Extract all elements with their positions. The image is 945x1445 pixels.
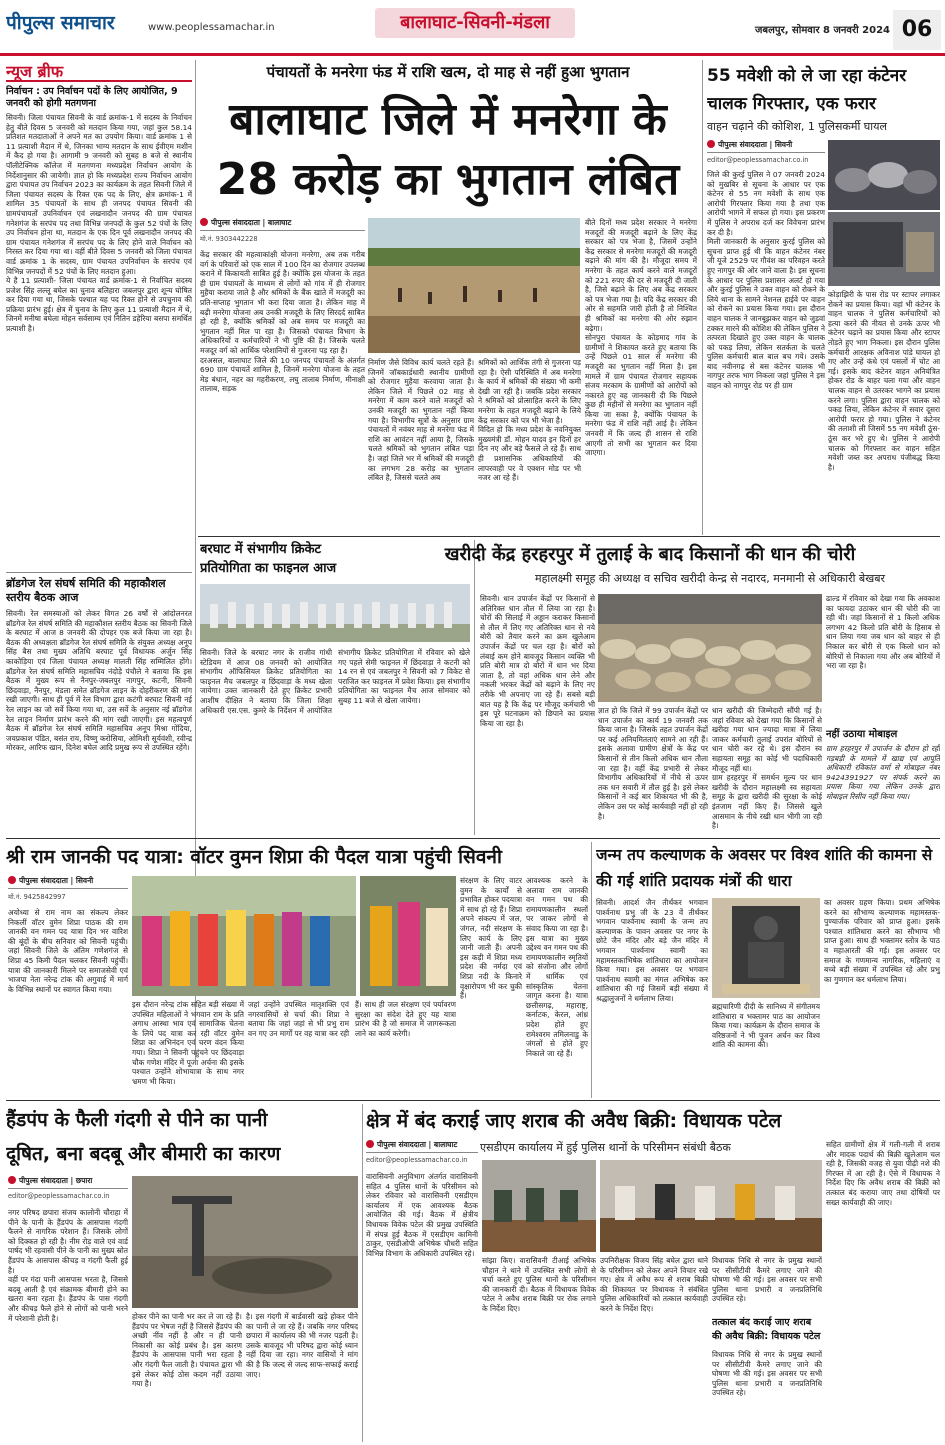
main-col-3: श्रमिकों को आर्थिक तंगी से गुजरना पड़ रहा है। ऐसी परिस्थिति में अब मनरेगा के कार्य में श्रमिकों की संख्या भी कमी देखी जा रही है। जबकि प्रदेश सरकार ने श्रमिकों को प्रोत्साहित करने के लिए मनरेगा के तहत मजदूरी बढ़ाने के लिये केंद्र सरकार को पत्र भी भेजा है। विदित हो कि मध्य प्रदेश के नवनियुक्त मुख्यमंत्री डॉ. मोहन यादव इन दिनों हर दिन नए और बड़े फैसले ले रहे हैं। साथ ही प्रशासनिक अधिकारियों की लापरवाही पर वे एक्शन मोड पर भी नजर आ रहे हैं। (478, 358, 581, 483)
padyatra-col-1: अयोध्या से राम नाम का संकल्प लेकर निकलीं वॉटर वुमेन शिप्रा पाठक की राम जानकी वन गमन पद यात्रा दिन भर वारिश की बूंदों के बीच सनिवार को सिवनी पहुंची। जहां सिवनी जिले के अंतिम गणेशगंज से शिप्रा 45 किमी पैदल चलकर सिवनी पहुंचीं। यात्रा की जानकारी मिलने पर समाजसेवी एवं भाजपा नेता नरेन्द्र टांक की अगुवाई में मार्ग के विभिन्न स्थानों पर स्वागत किया गया। (8, 908, 128, 994)
handpump-col-3: है। इस गंदगी में बार्डवासी खड़े होकर पीने का पानी ले जा रहे हैं। जबकि नगर परिषद छपारा में कार्यालय की भी नजर पड़ती है। उसके बावजूद भी परिषद द्वारा कोई ध्यान नहीं दिया जा रहा। नगर वासियों ने मांग की है कि जल्द से जल्द साफ-सफाई कराई जाए। (246, 1312, 358, 1379)
main-headline-line1: बालाघाट जिले में मनरेगा के (229, 94, 667, 145)
byline-place: बालाघाट (433, 1140, 458, 1149)
paddy-headline: खरीदी केंद्र हरहरपुर में तुलाई के बाद किसानों की धान की चोरी (444, 544, 856, 565)
handpump-photo (132, 1176, 358, 1308)
padyatra-procession-photo (132, 876, 356, 996)
masthead (0, 0, 945, 56)
main-col-1: केंद्र सरकार की महत्वाकांक्षी योजना मनरेगा, अब तक गरीब वर्ग के परिवारों को एक साल में 100 दिन का रोजगार उपलब्ध कराने में किकायती साबित हुई है। क्योंकि इस योजना के तहत ही ग्राम पंचायतों के माध्यम से लोगों को गांव में ही रोजगार मुहैया कराया जाते है और श्रमिकों के बैंक खाते में मजदूरी का प्रति-सप्ताह भुगतान भी करा दिया जाता है। लेकिन माह में बढ़ी मनरेगा योजना अब उनकी मजदूरी के लिए सिरदर्द साबित हो रही है, क्योंकि श्रमिकों को अब समय पर मजदूरी का भुगतान नहीं मिल पा रहा है। जिसको पंचायत विभाग के अधिकारियों व कर्मचारियों ने भी पुष्टि की है। जिसके चलते मजदूर वर्ग को आर्थिक परेशानियों से गुजरना पड़ रहा है। दरअसल, बालाघाट जिले की 10 जनपद पंचायतों के अंतर्गत 690 ग्राम पंचायतें शामिल है, जिनमें मनरेगा योजना के तहत मेड़ बंधान, नहर का गहरीकरण, लघु तालाब निर्माण, मीनाक्षी तालाब, सड़क (200, 250, 365, 394)
meeting-photo-2-svg (600, 1160, 822, 1252)
cattle-photo-svg (828, 140, 940, 210)
brief-1-body: सिवनी। जिला पंचायत सिवनी के वार्ड क्रमांक-1 में सदस्य के निर्वाचन हेतु बीते दिवस 5 जनवरी को मतदान किया गया, जहां कुल 58.14 प्रतिशत मतदाताओं ने अपने मत का उपयोग किया। वार्ड क्रमांक 1 से 11 प्रत्याशी मैदान में थे, जिनका भाग्य मतदान के साथ ईवीएम मशीन में कैद हो गया है। आगामी 9 जनवरी को सुबह 8 बजे से स्थानीय पॉलीटेक्निक कॉलेज में मतगणना मध्यप्रदेश निर्वाचन आयोग के निर्देशानुसार की जायेगी। ज्ञात हो कि मध्यप्रदेश राज्य निर्वाचन आयोग द्वारा पंचायत उप निर्वाचन 2023 का कार्यक्रम के तहत सिवनी जिले में जिला पंचायत सदस्य के रिक्त एक पद के लिए, क्षेत्र क्रमांक-1 में शामिल 35 पंचायतों के साथ ही जनपद पंचायत सिवनी की ग्रामपंचायतों उपनिर्वाचन एवं लखनादौन जनपद की ग्राम पंचायत गनेशगंज के सरपंच पद तथा विभिन्न जनपदों के कुल 52 पंचों के लिए उप निर्वाचन होना था, मतदान के एक दिन पूर्व लखनादौन जनपद की ग्राम पंचायत गनेशगंज में सरपंच पद के लिए होने वाले निर्वाचन को निरस्त कर दिया गया था। वहीं बीते दिवस 5 जनवरी को जिला पंचायत वार्ड क्रमांक 1 के सदस्य, ग्राम पंचायत उपनिर्वाचन के सरपंच एवं विभिन्न जनपदों में 52 पंचों के लिए मतदान हुआ। ये है 11 प्रत्याशी- जिला पंचायत वार्ड क्रमांक-1 से निर्वाचित सदस्य प्रजेश सिंह लल्लू बघेल का चुनाव बलिहारा जबलपुर द्वारा शून्य घोषित कर दिया गया था, जिसके पश्चात यह पद रिक्त होने से उपचुनाव की प्रक्रिया प्रारंभ हुई। क्षेत्र में चुनाव के लिए कुल 11 प्रत्याशी मैदान में थे, जिनमें मनीषा बघेला मोहन सर्वसाम्य एवं नितिन डहेरिया बसपा समर्थित प्रत्याशी है। (6, 113, 192, 334)
meeting-photo-1-svg (482, 1160, 596, 1252)
news-brief-label: न्यूज ब्रीफ (6, 60, 192, 82)
liquor-byline-block: पीपुल्स संवाददाता | बालाघाट (366, 1140, 478, 1153)
paddy-col-4: ढाल्ड में रविवार को देखा गया कि अवकाश का फायदा उठाकर धान की चोरी की जा रही थी। जहां किसानों से 1 किलो अधिक लगभग 42 किलो प्रति बोरी के हिसाब से धान लिया गया जब धान को बाहर से ही निकाल कर बोरी से एक किलो धान को बोरियों से निकाला गया और अब बोरियों में भरा जा रहा है। (826, 594, 940, 671)
jain-idol-photo (712, 898, 820, 998)
liquor-email: editor@peoplessamachar.co.in (366, 1156, 468, 1164)
mgnrega-photo-svg (368, 218, 580, 353)
padyatra-col-5: आवश्यक करने के अलावा राम जानकी वन गमन पथ की रामायणकालीन स्थलों पर जाकर लोगों से संवाद किया जा रहा है। इस यात्रा का मुख्य उद्देश्य वन गमन पथ की रामायणकालीन स्मृतियों को संजोना और लोगों में धार्मिक एवं सांस्कृतिक चेतना जागृत करना है। यात्रा छत्तीसगढ़, महाराष्ट्र, कर्नाटक, केरल, आंध्र प्रदेश होते हुए रामेश्वरम तमिलनाडु के जंगलों से होते हुए निकाले जा रहे हैं। (526, 876, 588, 1058)
paddy-sub-body: ग्राम हरहरपुर में उपार्जन के दौरान हो रही गड़बड़ी के मामले में खाद्य एवं आपूर्ति अधिकारी रविकांत वर्मा से मोबाइल नंबर 9424391927 पर संपर्क करने का प्रयास किया गया लेकिन उनके द्वारा मोबाइल रिसीव नहीं किया गया। (826, 744, 940, 801)
right-byline-block: पीपुल्स संवाददाता | सिवनी (707, 140, 825, 153)
brief-2-title: ब्रॉडगेज रेल संघर्ष समिति की महाकौशल स्तरीय बैठक आज (6, 572, 192, 605)
byline-place: सिवनी (75, 876, 94, 885)
byline-place: छपारा (75, 1176, 93, 1185)
meeting-photo-2 (600, 1160, 822, 1252)
byline-icon (366, 1140, 374, 1148)
right-subhead: वाहन चढ़ाने की कोशिश, 1 पुलिसकर्मी घायल (707, 120, 887, 133)
padyatra-mobile: मो.नं. 9425842997 (8, 893, 66, 901)
website-url: www.peoplessamachar.in (148, 22, 275, 33)
jain-photo-svg (712, 898, 820, 998)
liquor-col-4: विधायक निधि से नगर के प्रमुख स्थानों पर सीसीटीवी कैमरे लगाए जाने की घोषणा भी की गई। इस अवसर पर सभी पुलिस थाना प्रभारी व जनप्रतिनिधि उपस्थित रहे। (712, 1256, 822, 1304)
padyatra-col-2: इस दौरान नरेन्द्र टांक सहित बड़ी संख्या में उपस्थित महिलाओं ने भगवान राम के प्रति अगाध आस्था भाव एवं सामाजिक चेतना के लिये पद यात्रा कर रही वॉटर वुमेन शिप्रा का अभिनंदन एवं चरण वंदन किया गया। शिप्रा ने सिवनी पहुंचने पर छिंदवाड़ा चौक गणेश मंदिर में पूजा अर्चना की इसके पश्चात उन्होंने शोभायात्रा के साथ नगर भ्रमण भी किया। (132, 1000, 244, 1086)
liquor-byline (366, 1140, 478, 1168)
cricket-photo-svg (200, 584, 470, 642)
byline-place: बालाघाट (267, 218, 292, 227)
paddy-subhead: महालक्ष्मी समूह की अध्यक्ष व सचिव खरीदी केन्द्र से नदारद, मनमानी से अधिकारी बेखबर (535, 572, 885, 585)
right-byline (707, 140, 825, 166)
byline-icon (8, 1176, 16, 1184)
liquor-col-4b: विधायक निधि से नगर के प्रमुख स्थानों पर सीसीटीवी कैमरे लगाए जाने की घोषणा भी की गई। इस अवसर पर सभी पुलिस थाना प्रभारी व जनप्रतिनिधि उपस्थित रहे। (712, 1350, 822, 1398)
mgnrega-work-photo (368, 218, 580, 353)
padyatra-col-4: संरक्षण के लिए वाटर वुमन के कार्यों से प्रभावित होकर पदयात्रा में साथ हो रहे हैं। शिप्रा अपने संकल्प में जल, जंगल, नदी संरक्षण के लिए कार्य के लिए जानी जाती हैं। अपनी इस कड़ी में शिप्रा मध्य प्रदेश की नर्मदा एवं शिप्रा नदी के किनारे वृक्षारोपण भी कर चुकी हैं। (460, 876, 522, 1001)
reporter-mobile: मो.नं. 9303442228 (200, 235, 258, 243)
handpump-headline-line2: दूषित, बना बदबू और बीमारी का कारण (6, 1143, 281, 1165)
liquor-headline: क्षेत्र में बंद कराई जाए शराब की अवैध बिक्री: विधायक पटेल (366, 1110, 782, 1132)
cricket-body: सिवनी। जिले के बरघाट नगर के राजीव गांधी स्टेडियम में आज 08 जनवरी को आयोजित संभागीय ऑफिसियल क्रिकेट प्रतियोगिता का फाइनल मैच जबलपुर व छिंदवाड़ा के मध्य खेला जायेगा। उक्त जानकारी देते हुए क्रिकेट प्रभारी आशीष दीक्षित ने बताया कि जिला शिक्षा अधिकारी एस.एस. कुमरे के निर्देशन में आयोजित संभागीय क्रिकेट प्रतियोगिता में रविवार को खेले गए पहले सेमी फाइनल में छिंदवाड़ा ने कटनी को 14 रन से एवं जबलपुर ने सिवनी को 7 विकेट से पराजित कर फाइनल में प्रवेश किया। इस संभागीय प्रतियोगिता का फाइनल मैच आज सोमवार को सुबह 11 बजे से खेला जायेगा। (200, 648, 470, 715)
byline-icon (707, 140, 715, 148)
byline-name: पीपुल्स संवाददाता (19, 1176, 68, 1185)
paddy-col-3: धान खरीदी की जिम्मेदारी सौंपी गई है। जहां रविवार को देखा गया कि किसानों से खरीदा गया धान ज्यादा मात्रा में लिया जाकर कर्मचारी तुलाई उपरांत बोरियों से धान चोरी कर रहे थे। इस दौरान स्व सहायता समूह का कोई भी पदाधिकारी मौजूद नहीं था। ग्राम हरहरपुर में समर्थन मूल्य पर धान खरीदी के दौरान महालक्ष्मी स्व सहायता समूह के द्वारा खरीदी की सुरक्षा के कोई इंतजाम नहीं किए हैं। जिससे खुले आसमान के नीचे रखी धान भीगी जा रही है। (712, 706, 822, 831)
paddy-sacks-photo (598, 594, 822, 702)
padyatra-byline-block: पीपुल्स संवाददाता | सिवनी (8, 876, 128, 889)
handpump-headline-line1: हैंडपंप के फैली गंदगी से पीने का पानी (6, 1109, 268, 1131)
liquor-col-1: वारासिवनी अनुविभाग अंतर्गत वारासिवनी सहित 4 पुलिस थानों के परिसीमन को लेकर रविवार को वारासिवनी एसडीएम कार्यालय में एक आवश्यक बैठक आयोजित की गई। बैठक में क्षेत्रीय विधायक विवेक पटेल की प्रमुख उपस्थिति में संपन्न हुई बैठक में एसडीएम कामिनी ठाकुर, एसडीओपी अभिषेक चौधरी सहित विभिन्न विभाग के अधिकारी उपस्थित रहे। (366, 1172, 478, 1258)
page-number: 06 (893, 10, 941, 50)
byline-block: पीपुल्स संवाददाता | बालाघाट (200, 218, 365, 231)
handpump-photo-svg (132, 1176, 358, 1308)
cattle-container-photo (828, 140, 940, 210)
jain-headline: जन्म तप कल्याणक के अवसर पर विश्व शांति की कामना से की गई शांति प्रदायक मंत्रों की धारा (596, 846, 933, 890)
padyatra-byline (8, 876, 128, 904)
liquor-sub-headline: तत्काल बंद कराई जाए शराब की अवैध बिक्री: विधायक पटेल (712, 1317, 821, 1342)
handpump-byline (8, 1176, 128, 1204)
edition-title: बालाघाट-सिवनी-मंडला (400, 12, 550, 33)
liquor-subhead: एसडीएम कार्यालय में हुई पुलिस थानों के परिसीमन संबंधी बैठक (480, 1141, 731, 1154)
main-kicker: पंचायतों के मनरेगा फंड में राशि खत्म, दो माह से नहीं हुआ भुगतान (266, 63, 630, 81)
right-col-2: कोड़ाझिरी के पास रोड पर स्टापर लगाकर रोकने का प्रयास किया। वहां भी कंटेनर के वाहन चालक ने पुलिस कर्मचारियों को हत्या करने की नीयत से उनके ऊपर भी कंटेनर चढ़ाने का प्रयास किया और स्टापर तोड़ते हुए भाग निकला। इस दौरान पुलिस कर्मचारी आरक्षक अविनाश पांडे घायल हो गए और उन्हें कंधे एवं पसलों में चोट आ गई। इसके बाद कंटेनर वाहन अनियंत्रित होकर रोड के बाहर चला गया और वाहन चालक वाहन से उतरकर भागने का प्रयास करने लगा। पुलिस द्वारा वाहन चालक को पकड़ लिया, लेकिन कंटेनर में सवार दूसरा आरोपी फरार हो गया। पुलिस ने कंटेनर की तलाशी ली जिसमें 55 नग मवेशी ठूंस-ठूंस कर भरे हुए थे। पुलिस ने आरोपी चालक को गिरफ्तार कर वाहन सहित मवेशी जब्त कर अपराध पंजीबद्ध किया है। (828, 290, 940, 472)
issue-date: जबलपुर, सोमवार 8 जनवरी 2024 (755, 25, 890, 36)
paddy-sub-headline: नहीं उठाया मोबाइल (826, 729, 898, 740)
main-byline (200, 218, 365, 248)
liquor-col-5: सहित ग्रामीणों क्षेत्र में गली-गली में शराब और मादक पदार्थ की बिक्री खुलेआम चल रही है, जिसकी वजह से युवा पीढ़ी नशे की गिरफ्त में आ रही है। ऐसे में विधायक ने निर्देश दिए कि अवैध शराब की बिक्री को तत्काल बंद कराया जाए तथा दोषियों पर सख्त कार्यवाही की जाए। (826, 1140, 940, 1207)
paddy-col-1: सिवनी। धान उपार्जन केंद्रों पर किसानों से अतिरिक्त धान तौल में लिया जा रहा है। चोरों की सिलाई में अड्डान कराकर किसानों से तौल में लिए गए अतिरिक्त धान से नये बोरी को तैयार करने का क्रम खुलेआम उपार्जन केंद्रों पर चल रहा है। बोरों को लंबाई कम होने बावजूद किसान व्यक्ति भी प्रति बोरी मात्र दो बोरों में धान भर दिया जाता है, तो वहां अधिक धान लेने और नकली भरकर केंद्रों को बढ़ाने के लिए नए तरीके भी अपनाए जा रहे हैं। सबसे बड़ी बात यह है कि केंद्र पर मौजूद कर्मचारी भी इस पूरे घटनाक्रम को छिपाने का प्रयास किया जा रहा है। (480, 594, 595, 728)
byline-place: सिवनी (774, 140, 793, 149)
byline-name: पीपुल्स संवाददाता (211, 218, 260, 227)
meeting-photo-1 (482, 1160, 596, 1252)
byline-name: पीपुल्स संवाददाता (19, 876, 68, 885)
paddy-col-2: ज्ञात हो कि जिले में 99 उपार्जन केंद्रों पर धान उपार्जन का कार्य 19 जनवरी तक किया जाना है। जिसके तहत उपार्जन केंद्रों पर कई अनियमितताएं सामने आ रही हैं। इसके अलावा ग्रामीण क्षेत्रों के केंद्र पर किसानों से तीन किलो अधिक धान तौला जा रहा है। वहीं केंद्र प्रभारी से लेकर विभागीय अधिकारियों में नीचे से ऊपर तक धन सवारी में तौल हुई है। इसे लेकर किसानों ने कई बार शिकायत भी की है, लेकिन उस पर कोई कार्यवाही नहीं हो रही है। (598, 706, 708, 821)
right-col-1: जिले की कुरई पुलिस ने 07 जनवरी 2024 को मुखबिर से सूचना के आधार पर एक कंटेनर से 55 नग मवेशी के साथ एक आरोपी गिरफ्तार किया गया है तथा एक आरोपी भागने में सफल हो गया। इस प्रकरण में पुलिस ने अपराध दर्ज कर विवेचना प्रारंभ कर दी है। मिली जानकारी के अनुसार कुरई पुलिस को सूचना प्राप्त हुई थी कि वाहन कंटेनर नंबर जी यूजे 2529 पर गौवंश का परिवहन करते हुए नागपुर की ओर जाने वाला है। इस सूचना के आधार पर पुलिस प्रशासन अलर्ट हो गया और कुरई पुलिस ने उक्त वाहन को रोकने के लिये थाना के सामने नेशनल हाईवे पर वाहन को रोकने का प्रयास किया गया। इस दौरान वाहन चालक ने जानबूझकर वाहन को जुड़वां टक्कर मारने की कोशिश की लेकिन पुलिस ने तत्परता दिखाते हुए उक्त वाहन के चालक को पकड़ लिया, लेकिन सतर्कता के चलते पुलिस कर्मचारी बाल बाल बच गये। उसके बाद नवीनगढ़ से बस कंटेनर चालक भी नागपुर तरफ भाग निकला जहां पुलिस ने इस वाहन को नागपुर रोड पर ही ग्राम (707, 170, 825, 391)
main-col-4: बीते दिनों मध्य प्रदेश सरकार ने मनरेगा मजदूरों की मजदूरी बढ़ाने के लिए केंद्र सरकार को पत्र भेजा है, जिसमें उन्होंने केंद्र सरकार से मनरेगा मजदूरों की मजदूरी बढ़ाने की मांग की है। मौजूदा समय में मनरेगा के तहत कार्य करने वाले मजदूरों को 221 रुपए की दर से मजदूरी दी जाती है, जिसे बढ़ाने के लिए अब केंद्र सरकार को पत्र भेजा गया है। यदि केंद्र सरकार की ओर से सहमति जारी होती है तो निश्चित ही श्रमिकों का मनरेगा की ओर रुझान बढ़ेगा। सोनपुरा पंचायत के कोड़माद गांव के ग्रामीणों ने शिकायत करते हुए बताया कि उन्हें पिछले 01 साल से मनरेगा की मजदूरी का भुगतान नहीं मिला है। इस मामले में ग्राम पंचायत रोजगार सहायक संजय मरकाम के ग्रामीणों को आरोपों को नकारते हुए वह जानकारी दी कि पिछले कुछ ही महीनों से मनरेगा का भुगतान नहीं किया जा सका है, क्योंकि पंचायत के मनरेगा फंड में राशि नहीं आई है। लेकिन जनवरी में कि जल्द ही शासन से राशि आएगी तो सभी का भुगतान कर दिया जाएगा। (585, 218, 697, 458)
handpump-email: editor@peoplessamachar.co.in (8, 1192, 110, 1200)
byline-name: पीपुल्स संवाददाता (377, 1140, 426, 1149)
main-headline-line2: 28 करोड़ का भुगतान लंबित (216, 154, 680, 205)
byline-name: पीपुल्स संवाददाता (718, 140, 767, 149)
liquor-col-3: उपनिरीक्षक विजय सिंह बघेल द्वारा थाने के परिसीमन को लेकर अपने विचार रखे गए। क्षेत्र में अवैध रूप से शराब बिक्री की शिकायत पर विधायक ने संबंधित पुलिस अधिकारियों को तत्काल कार्यवाही करने के निर्देश दिए। (600, 1256, 708, 1313)
handpump-col-2: होकर पीने का पानी भर कर ले जा रहे हैं। हैंडपंप पर भेषज नहीं है जिससे हैंडपंप की अच्छी नींव नहीं है और न ही पानी निकासी का कोई प्रबंध है। इस कारण हैंडपंप के आसपास पानी भरा रहता है और गंदगी फैल जाती है। पंचायत द्वारा भी इसे लेकर कोई ठोस कदम नहीं उठाया गया है। (132, 1312, 242, 1389)
newspaper-logo: पीपुल्स समाचार (6, 12, 115, 34)
padyatra-crowd-photo (360, 876, 456, 996)
main-col-2: निर्माण जैसे विविध कार्य चलते रहते हैं। जिनमें जॉबकार्डधारी स्थानीय ग्रामीणों को रोजगार मुहैया करवाया जाता है। लेकिन जिले में पिछले 02 माह से मनरेगा में काम करने वाले मजदूरों को उनकी मजदूरी का भुगतान नहीं किया गया है। विभागीय सूत्रों के अनुसार ग्राम पंचायतों में नवंबर माह से मनरेगा फंड में राशि का आवंटन नहीं आया है, जिसके चलते श्रमिकों को भुगतान लंबित पड़ा है। जहां जिले भर में श्रमिकों की मजदूरी का लगभग 28 करोड़ का भुगतान लंबित है, जिससे चलते अब (368, 358, 474, 483)
right-headline-line2: चालक गिरफ्तार, एक फरार (707, 94, 877, 114)
padyatra-col-3: जहां उन्होंने उपस्थित मातृशक्ति एवं नगरवासियों से चर्चा की। शिप्रा ने बताया कि जहां जहां से भी प्रभु राम वन गए उन मार्गों पर वह यात्रा कर रही हैं। साथ ही जल संरक्षण एवं पर्यावरण सुरक्षा का संदेश देते हुए यह यात्रा प्रारंभ की है जो समाज में जागरूकता लाने का कार्य करेगी। (248, 1000, 456, 1038)
jain-col-1: सिवनी। आदर्श जैन तीर्थंकर भगवान पार्श्वनाथ प्रभु जी के 23 वें तीर्थंकर भगवान पार्श्वनाथ स्वामी के जन्म तप कल्याणक के पावन अवसर पर नगर के छोटे जैन मंदिर और बड़े जैन मंदिर में भगवान पार्श्वनाथ स्वामी का महामस्तकाभिषेक शांतिधारा का आयोजन किया गया। इस अवसर पर भगवान पार्श्वनाथ स्वामी का मंगल अभिषेक कर शांतिधारा की गई जिसमें बड़ी संख्या में श्रद्धालुजनों ने धर्मलाभ लिया। (596, 898, 708, 1003)
handpump-col-1: नगर परिषद छपारा संजय कालोनी चौराहा में पीने के पानी के हैंडपंप के आसपास गंदगी फैलने से नागरिक परेशान हैं। जिसके लोगों को दिक्कत हो रही है। नीम रोड़ वाले एवं वार्ड पार्षद भी रहवासी पीने के पानी का मुख्य स्रोत हैंडपंप के आसपास कीचड़ व गंदगी फैली हुई है। वहीं पर गंदा पानी आसपास भरता है, जिससे बदबू आती है एवं संक्रामक बीमारी होने का खतरा बना रहता है। हैंडपंप के पास गंदगी और कीचड़ फैले होने से लोगों को पानी भरने में परेशानी होती है। (8, 1208, 128, 1323)
jain-col-3: ब्रह्मचारिणी दीदी के सानिध्य में संगीतमय शांतिधारा व भक्तामर पाठ का आयोजन किया गया। कार्यक्रम के दौरान समाज के वरिष्ठजनों ने भी पूजन अर्चन कर विश्व शांति की कामना की। (712, 1002, 820, 1050)
cricket-team-photo (200, 584, 470, 642)
brief-2-body: सिवनी। रेल समस्याओं को लेकर विगत 26 वर्षों से आंदोलनरत ब्रॉडगेज रेल संघर्ष समिति की महाकौशल स्तरीय बैठक का सिवनी जिले के बरघाट में आज 8 जनवरी की दोपहर एक बजे किया जा रहा है। बैठक की अध्यक्षता ब्रॉडगेज रेल संघर्ष समिति के संयुक्त अध्यक्ष अनूप सिंह बैस तथा मुख्य अतिथि बरघाट पूर्व विधायक अर्जुन सिंह काकोड़िया एवं जिला पंचायत अध्यक्ष मालती सिंह सम्मिलित होंगे। ब्रॉडगेज रेल संघर्ष समिति महासचिव नंदोड़े पंचौले ने बताया कि इस बैठक में मुख्य रूप से नैनपुर-जबलपुर नागपुर, कटनी, सिवनी छिंदवाड़ा, नैनपुर, मंडला समेत ब्रॉडगेज लाइन के दोहरीकरण की मांग रखी जाएगी। साथ ही पूर्व में रेल विभाग द्वारा कटंगी बरघाट सिवनी नई रेल लाइन का जो सर्वे किया गया था, उस सर्वे के अनुसार नई ब्रॉडगेज रेल लाइन निर्माण प्रारंभ करने की मांग रखी जाएगी। इस महत्वपूर्ण बैठक में ब्रॉडगेज रेल संघर्ष समिति महासचिव अनूप मिश्रा गोंदिया, जयप्रकाश पंडित, बसंत राय, विष्णु करोसिया, ओमिशी सूर्यवंशी, रवीन्द्र मोरकर, आरिफ खान, दिनेश बघेल आदि प्रमुख रूप से उपस्थित रहेंगे। (6, 609, 192, 753)
police-container-photo (828, 212, 940, 286)
padyatra-crowd-svg (360, 876, 456, 996)
padyatra-photo-svg (132, 876, 356, 996)
liquor-col-2: सांझा किए। वारासिवनी टीआई अभिषेक चौहान ने थाने में उपस्थित सभी लोगों से चर्चा करते हुए पुलिस थानों के परिसीमन की जानकारी दी। बैठक में विधायक विवेक पटेल ने अवैध शराब बिक्री पर रोक लगाने के निर्देश दिए। (482, 1256, 596, 1313)
handpump-byline-block: पीपुल्स संवाददाता | छपारा (8, 1176, 128, 1189)
cricket-headline: बरघाट में संभागीय क्रिकेट प्रतियोगिता का फाइनल आज (200, 542, 337, 576)
byline-icon (200, 218, 208, 226)
right-headline-line1: 55 मवेशी को ले जा रहा कंटेनर (707, 66, 907, 86)
jain-col-4: का अवसर ग्रहण किया। प्रथम अभिषेक करने का सौभाग्य कल्याणक महामस्तक-पुण्यार्जक परिवार को प्राप्त हुआ। इसके पश्चात शांतिधारा करने का सौभाग्य भी प्राप्त हुआ। साथ ही भक्तामर स्तोत्र के पाठ व महाआरती की गई। इस अवसर पर समाज के गणमान्य नागरिक, महिलाएं व बच्चे बड़ी संख्या में उपस्थित रहे और प्रभु का गुणगान कर धर्मलाभ लिया। (824, 898, 940, 984)
police-photo-svg (828, 212, 940, 286)
brief-1-title: निर्वाचन : उप निर्वाचन पदों के लिए आयोजित, 9 जनवरी को होगी मतगणना (6, 86, 178, 109)
paddy-photo-svg (598, 594, 822, 702)
byline-icon (8, 876, 16, 884)
reporter-email: editor@peoplessamachar.co.in (707, 156, 809, 164)
padyatra-headline: श्री राम जानकी पद यात्रा: वॉटर वुमन शिप्रा की पैदल यात्रा पहुंची सिवनी (6, 846, 502, 868)
